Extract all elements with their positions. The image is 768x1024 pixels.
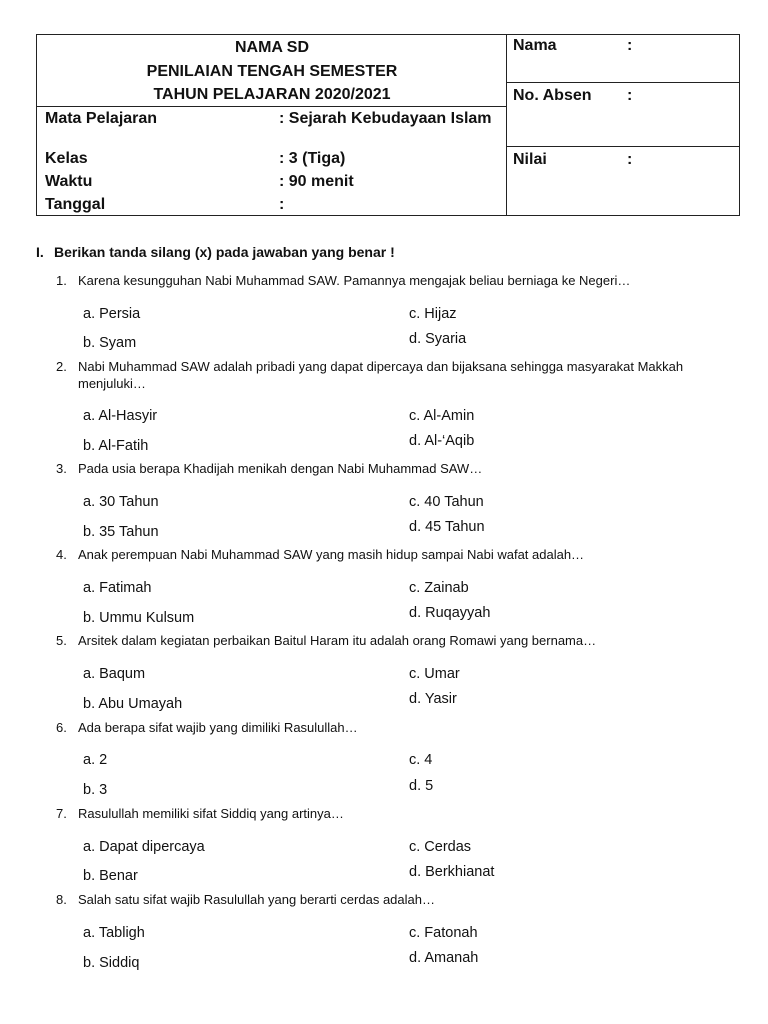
option-b: b. Siddiq	[83, 955, 140, 971]
question	[56, 460, 696, 477]
info-label: Mata Pelajaran	[45, 110, 158, 127]
question	[56, 632, 696, 649]
option-a: a. Al-Hasyir	[83, 408, 158, 424]
question-text: Salah satu sifat wajib Rasulullah yang berarti cerdas adalah…	[78, 892, 435, 907]
option-b: b. 3	[83, 782, 108, 798]
info-value: :	[279, 196, 285, 213]
info-row-time	[37, 170, 507, 193]
exam-name: PENILAIAN TENGAH SEMESTER	[146, 62, 398, 80]
option-b: b. Abu Umayah	[83, 696, 183, 712]
name-field	[507, 35, 739, 83]
option-b: b. Al-Fatih	[83, 438, 149, 454]
info-value: : 3 (Tiga)	[279, 150, 346, 167]
option-a: a. Baqum	[83, 666, 146, 682]
header-right	[507, 35, 739, 215]
question-number: 3.	[56, 461, 67, 476]
info-label: Waktu	[45, 173, 93, 190]
option-d: d. Berkhianat	[409, 864, 495, 880]
info-label: Kelas	[45, 150, 88, 167]
name-label: Nama	[513, 37, 557, 54]
nilai-label: Nilai	[513, 151, 547, 168]
option-c: c. Zainab	[409, 580, 469, 596]
absen-colon: :	[627, 87, 633, 104]
header-title-block	[37, 35, 507, 107]
option-c: c. Hijaz	[409, 306, 457, 322]
question-text: Rasulullah memiliki sifat Siddiq yang artinya…	[78, 806, 344, 821]
option-c: c. 4	[409, 752, 433, 768]
nilai-field	[507, 147, 739, 215]
option-c: c. Al-Amin	[409, 408, 475, 424]
question-number: 8.	[56, 892, 67, 907]
question	[56, 272, 696, 289]
question-number: 5.	[56, 633, 67, 648]
option-b: b. 35 Tahun	[83, 524, 159, 540]
info-row-subject	[37, 107, 507, 147]
academic-year: TAHUN PELAJARAN 2020/2021	[153, 86, 391, 103]
question-number: 7.	[56, 806, 67, 821]
option-c: c. Umar	[409, 666, 460, 682]
info-label: Tanggal	[45, 196, 106, 213]
option-a: a. Fatimah	[83, 580, 152, 596]
option-d: d. 5	[409, 778, 434, 794]
absen-field	[507, 83, 739, 147]
option-d: d. Syaria	[409, 331, 467, 347]
school-name: NAMA SD	[234, 39, 310, 56]
option-b: b. Ummu Kulsum	[83, 610, 195, 626]
section-number: I.	[36, 244, 44, 260]
option-d: d. Al-‘Aqib	[409, 433, 475, 449]
section-instruction: Berikan tanda silang (x) pada jawaban yang benar !	[54, 244, 395, 260]
option-a: a. Persia	[83, 306, 141, 322]
absen-label: No. Absen	[513, 87, 592, 104]
option-d: d. Ruqayyah	[409, 605, 491, 621]
header-left	[37, 35, 507, 215]
question	[56, 891, 696, 908]
question-text: Arsitek dalam kegiatan perbaikan Baitul Haram itu adalah orang Romawi yang bernama…	[78, 633, 597, 648]
option-c: c. Cerdas	[409, 839, 472, 855]
question-text: Ada berapa sifat wajib yang dimiliki Rasulullah…	[78, 720, 358, 735]
question-number: 4.	[56, 547, 67, 562]
question	[56, 546, 696, 563]
question-text: Anak perempuan Nabi Muhammad SAW yang masih hidup sampai Nabi wafat adalah…	[78, 547, 585, 562]
info-row-date	[37, 193, 507, 216]
section-title	[36, 244, 395, 260]
name-colon: :	[627, 37, 633, 54]
info-row-class	[37, 147, 507, 170]
question-text: Karena kesungguhan Nabi Muhammad SAW. Pamannya mengajak beliau berniaga ke Negeri…	[78, 273, 631, 288]
option-a: a. Tabligh	[83, 925, 145, 941]
option-d: d. 45 Tahun	[409, 519, 485, 535]
option-b: b. Syam	[83, 335, 137, 351]
option-d: d. Amanah	[409, 950, 479, 966]
option-a: a. 30 Tahun	[83, 494, 159, 510]
info-value: : Sejarah Kebudayaan Islam	[279, 110, 492, 127]
option-c: c. Fatonah	[409, 925, 478, 941]
question-number: 6.	[56, 720, 67, 735]
header-info	[37, 107, 507, 216]
option-a: a. Dapat dipercaya	[83, 839, 205, 855]
info-value: : 90 menit	[279, 173, 354, 190]
header-table	[36, 34, 740, 216]
option-c: c. 40 Tahun	[409, 494, 484, 510]
question-number: 1.	[56, 273, 67, 288]
question	[56, 358, 696, 392]
option-b: b. Benar	[83, 868, 138, 884]
option-a: a. 2	[83, 752, 108, 768]
question-number: 2.	[56, 359, 67, 374]
option-d: d. Yasir	[409, 691, 457, 707]
question	[56, 719, 696, 736]
question-text: Nabi Muhammad SAW adalah pribadi yang dapat dipercaya dan bijaksana sehingga masyarakat Makkah menjuluki…	[78, 359, 684, 391]
question	[56, 805, 696, 822]
nilai-colon: :	[627, 151, 633, 168]
question-text: Pada usia berapa Khadijah menikah dengan Nabi Muhammad SAW…	[78, 461, 483, 476]
